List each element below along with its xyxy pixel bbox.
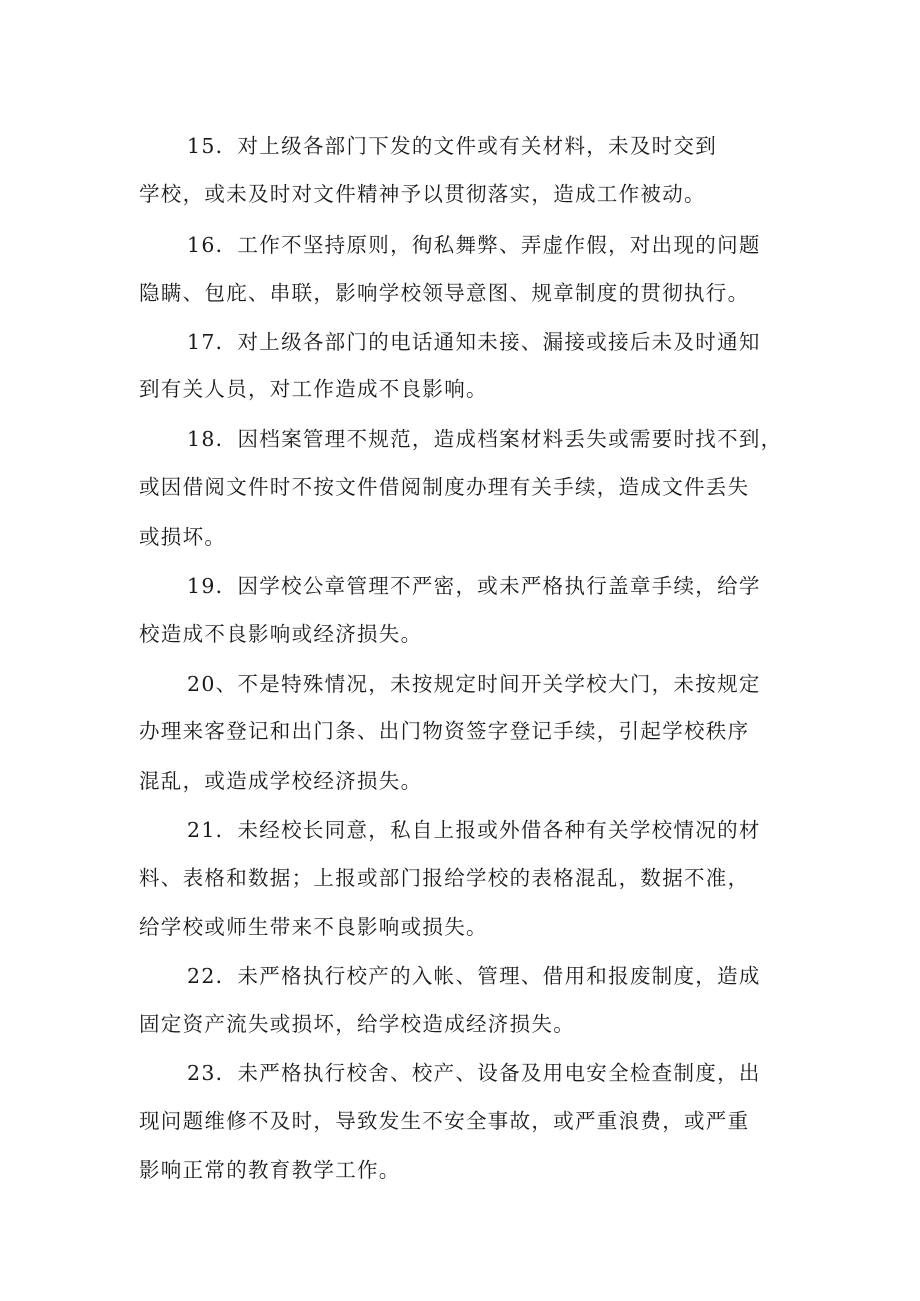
paragraph-line: 或损坏。 bbox=[139, 525, 227, 549]
paragraph-line: 现问题维修不及时，导致发生不安全事故，或严重浪费，或严重 bbox=[139, 1109, 750, 1133]
paragraph-line: 到有关人员，对工作造成不良影响。 bbox=[139, 377, 488, 401]
paragraph-line: 学校，或未及时对文件精神予以贯彻落实，造成工作被动。 bbox=[139, 182, 706, 206]
paragraph-line: 固定资产流失或损坏，给学校造成经济损失。 bbox=[139, 1012, 575, 1036]
paragraph-line: 隐瞒、包庇、串联，影响学校领导意图、规章制度的贯彻执行。 bbox=[139, 281, 750, 305]
paragraph-line: 21．未经校长同意，私自上报或外借各种有关学校情况的材 bbox=[187, 818, 761, 842]
paragraph-line: 校造成不良影响或经济损失。 bbox=[139, 622, 423, 646]
paragraph-line: 17．对上级各部门的电话通知未接、漏接或接后未及时通知 bbox=[187, 330, 761, 354]
paragraph-line: 16．工作不坚持原则，徇私舞弊、弄虚作假，对出现的问题 bbox=[187, 233, 761, 257]
paragraph-line: 22．未严格执行校产的入帐、管理、借用和报废制度，造成 bbox=[187, 964, 761, 988]
paragraph-line: 办理来客登记和出门条、出门物资签字登记手续，引起学校秩序 bbox=[139, 719, 750, 743]
paragraph-line: 料、表格和数据；上报或部门报给学校的表格混乱，数据不准， bbox=[139, 866, 750, 890]
paragraph-line: 23．未严格执行校舍、校产、设备及用电安全检查制度，出 bbox=[187, 1061, 761, 1085]
paragraph-line: 或因借阅文件时不按文件借阅制度办理有关手续，造成文件丢失 bbox=[139, 475, 750, 499]
paragraph-line: 18．因档案管理不规范，造成档案材料丢失或需要时找不到， bbox=[187, 427, 783, 451]
paragraph-line: 15．对上级各部门下发的文件或有关材料，未及时交到 bbox=[187, 134, 718, 158]
paragraph-line: 19．因学校公章管理不严密，或未严格执行盖章手续，给学 bbox=[187, 574, 761, 598]
paragraph-line: 给学校或师生带来不良影响或损失。 bbox=[139, 915, 488, 939]
paragraph-line: 影响正常的教育教学工作。 bbox=[139, 1158, 401, 1182]
paragraph-line: 20、不是特殊情况，未按规定时间开关学校大门，未按规定 bbox=[187, 672, 761, 696]
paragraph-line: 混乱，或造成学校经济损失。 bbox=[139, 769, 423, 793]
